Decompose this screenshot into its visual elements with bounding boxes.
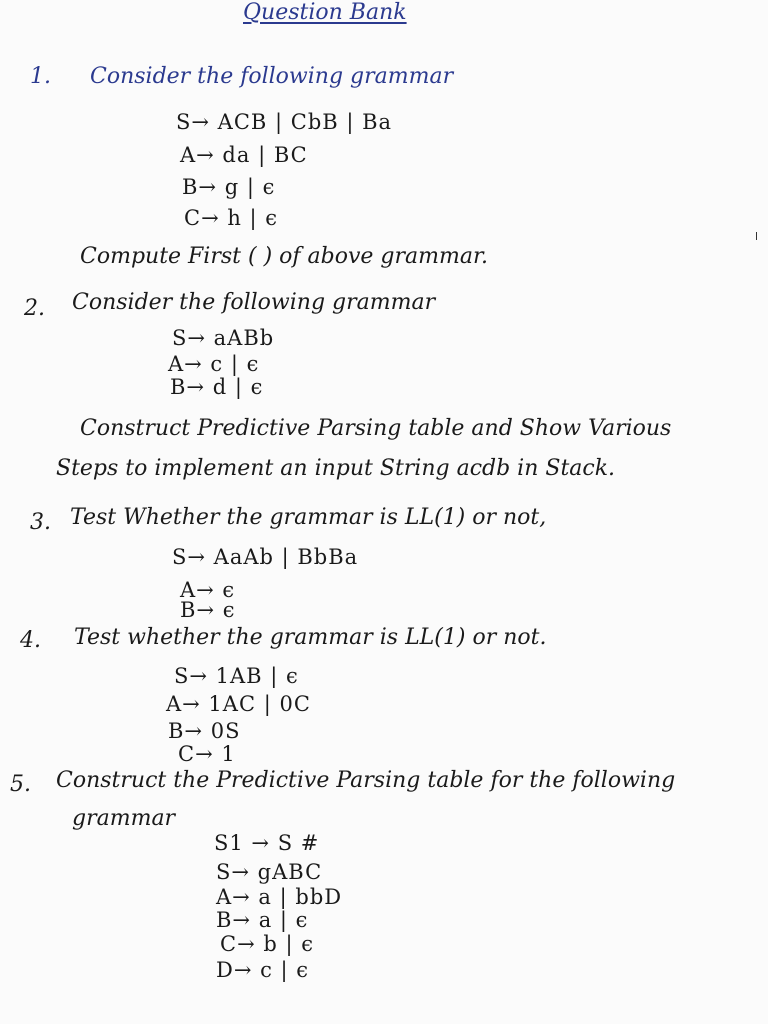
question-2-rule: A→ c | ϵ xyxy=(168,352,260,376)
question-5-number: 5. xyxy=(10,772,31,797)
question-5-rule: S→ gABC xyxy=(216,860,323,884)
question-4-prompt: Test whether the grammar is LL(1) or not. xyxy=(74,625,547,650)
question-1-rule: A→ da | BC xyxy=(180,143,308,167)
question-3-rule: B→ ϵ xyxy=(180,598,236,622)
question-5-rule: B→ a | ϵ xyxy=(216,908,309,932)
page-title: Question Bank xyxy=(243,0,407,25)
question-2-rule: B→ d | ϵ xyxy=(170,375,264,399)
question-5-rule: A→ a | bbD xyxy=(216,885,343,909)
question-4-rule: C→ 1 xyxy=(178,742,236,766)
question-1-prompt: Consider the following grammar xyxy=(90,64,454,89)
question-3-prompt: Test Whether the grammar is LL(1) or not, xyxy=(70,505,547,530)
question-5-rule: D→ c | ϵ xyxy=(216,958,310,982)
question-1-rule: B→ g | ϵ xyxy=(182,175,276,199)
question-5-rule: C→ b | ϵ xyxy=(220,932,314,956)
question-2-rule: S→ aABb xyxy=(172,326,275,350)
question-4-rule: S→ 1AB | ϵ xyxy=(174,664,299,688)
question-1-number: 1. xyxy=(30,64,51,89)
question-4-number: 4. xyxy=(20,628,41,653)
question-5-prompt-line1: Construct the Predictive Parsing table for the following xyxy=(56,768,676,793)
question-1-footer: Compute First ( ) of above grammar. xyxy=(80,244,489,269)
question-3-rule: A→ ϵ xyxy=(180,578,236,602)
question-4-rule: B→ 0S xyxy=(168,719,241,743)
question-1-rule: S→ ACB | CbB | Ba xyxy=(176,110,393,134)
question-2-footer-line1: Construct Predictive Parsing table and Show Various xyxy=(80,416,672,441)
question-5-prompt-line2: grammar xyxy=(72,806,176,831)
question-2-prompt: Consider the following grammar xyxy=(72,290,436,315)
question-3-number: 3. xyxy=(30,510,51,535)
question-2-footer-line2: Steps to implement an input String acdb in Stack. xyxy=(56,456,616,481)
question-5-rule: S1 → S # xyxy=(214,831,320,855)
question-2-number: 2. xyxy=(24,296,45,321)
question-3-rule: S→ AaAb | BbBa xyxy=(172,545,359,569)
question-4-rule: A→ 1AC | 0C xyxy=(166,692,311,716)
pen-mark xyxy=(756,232,757,240)
question-1-rule: C→ h | ϵ xyxy=(184,206,279,230)
